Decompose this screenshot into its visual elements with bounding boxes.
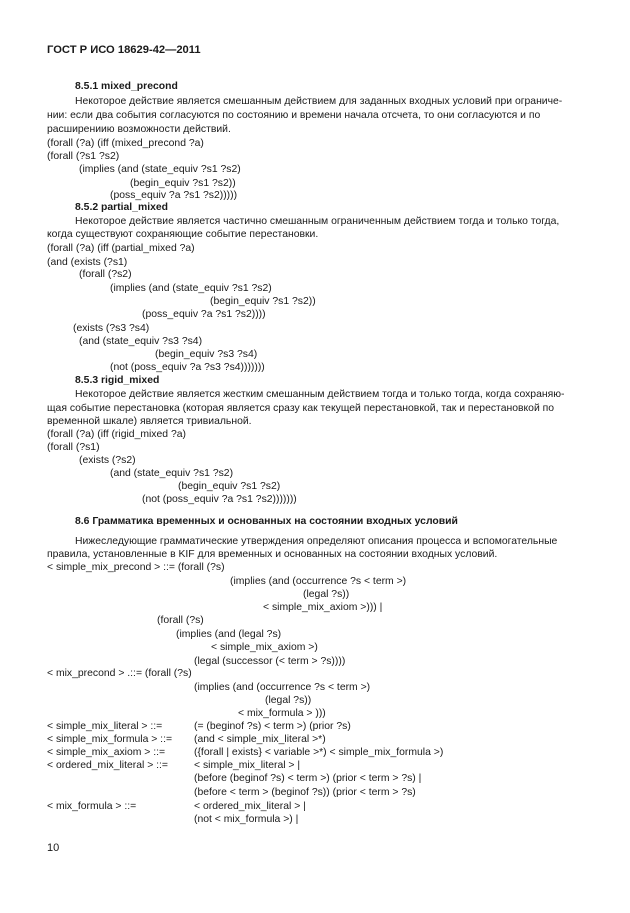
code-line: (not (poss_equiv ?a ?s3 ?s4))))))) — [110, 362, 265, 373]
code-line: (begin_equiv ?s1 ?s2)) — [130, 178, 236, 189]
code-line: (poss_equiv ?a ?s1 ?s2))))) — [110, 190, 238, 201]
grammar-line: (legal ?s)) — [265, 695, 312, 706]
code-line: (forall (?a) (iff (mixed_precond ?a) — [47, 138, 204, 149]
grammar-line: < mix_formula > ))) — [238, 708, 326, 719]
code-line: (and (exists (?s1) — [47, 257, 128, 268]
code-line: (exists (?s2) — [79, 455, 136, 466]
page-number: 10 — [47, 842, 60, 854]
grammar-rule-name: < simple_mix_formula > ::= — [47, 734, 173, 745]
code-line: (forall (?s1) — [47, 442, 100, 453]
section-heading: 8.5.3 rigid_mixed — [75, 375, 160, 386]
code-line: (forall (?s2) — [79, 269, 132, 280]
body-text: временной шкале) является тривиальной. — [47, 416, 252, 427]
section-heading: 8.5.1 mixed_precond — [75, 81, 178, 92]
body-text: расширениию возможности действий. — [47, 124, 231, 135]
body-text: нии: если два события согласуются по состоянию и времени начала отсчета, то они согласуются и по — [47, 110, 541, 121]
section-heading: 8.6 Грамматика временных и основанных на состоянии входных условий — [75, 516, 458, 527]
code-line: (and (state_equiv ?s1 ?s2) — [110, 468, 234, 479]
code-line: (forall (?a) (iff (rigid_mixed ?a) — [47, 429, 186, 440]
grammar-line: < simple_mix_axiom >))) | — [263, 602, 383, 613]
code-line: (begin_equiv ?s3 ?s4) — [155, 349, 258, 360]
grammar-line: < simple_mix_axiom >) — [211, 642, 318, 653]
code-line: (forall (?a) (iff (partial_mixed ?a) — [47, 243, 195, 254]
body-text: щая событие перестановка (которая является сразу как текущей перестановкой, так и перестановкой по — [47, 403, 555, 414]
grammar-rule-body: < ordered_mix_literal > | — [194, 801, 306, 812]
code-line: (exists (?s3 ?s4) — [73, 323, 150, 334]
grammar-rule-body: ({forall | exists} < variable >*) < simple_mix_formula >) — [194, 747, 444, 758]
document-header: ГОСТ Р ИСО 18629-42—2011 — [47, 44, 201, 56]
grammar-rule-name: < simple_mix_axiom > ::= — [47, 747, 166, 758]
body-text: Некоторое действие является смешанным действием для заданных входных условий при ограниче- — [75, 96, 563, 107]
grammar-line: (legal (successor (< term > ?s)))) — [194, 656, 346, 667]
body-text: Некоторое действие является жестким смешанным действием тогда и только тогда, когда сохраняю- — [75, 389, 565, 400]
grammar-rule-name: < mix_formula > ::= — [47, 801, 137, 812]
section-heading: 8.5.2 partial_mixed — [75, 202, 168, 213]
body-text: Некоторое действие является частично смешанным ограниченным действием тогда и только тогда, — [75, 216, 560, 227]
body-text: правила, установленные в KIF для временных и основанных на состоянии входных условий. — [47, 549, 498, 560]
code-line: (implies (and (state_equiv ?s1 ?s2) — [110, 283, 272, 294]
code-line: (forall (?s1 ?s2) — [47, 151, 120, 162]
body-text: когда существуют сохраняющие событие перестановки. — [47, 229, 319, 240]
grammar-rule-name: < ordered_mix_literal > ::= — [47, 760, 168, 771]
grammar-rule-body: (before (beginof ?s) < term >) (prior < term > ?s) | — [194, 773, 422, 784]
grammar-rule-body: < simple_mix_literal > | — [194, 760, 301, 771]
code-line: (begin_equiv ?s1 ?s2)) — [210, 296, 316, 307]
code-line: (poss_equiv ?a ?s1 ?s2)))) — [142, 309, 266, 320]
code-line: (begin_equiv ?s1 ?s2) — [178, 481, 281, 492]
grammar-line: (forall (?s) — [157, 615, 204, 626]
grammar-rule-name: < simple_mix_literal > ::= — [47, 721, 163, 732]
grammar-line: < simple_mix_precond > ::= (forall (?s) — [47, 562, 225, 573]
grammar-line: (implies (and (occurrence ?s < term >) — [194, 682, 371, 693]
grammar-rule-body: (not < mix_formula >) | — [194, 814, 299, 825]
code-line: (not (poss_equiv ?a ?s1 ?s2))))))) — [142, 494, 297, 505]
code-line: (implies (and (state_equiv ?s1 ?s2) — [79, 164, 241, 175]
grammar-line: (implies (and (occurrence ?s < term >) — [230, 576, 407, 587]
grammar-rule-body: (= (beginof ?s) < term >) (prior ?s) — [194, 721, 351, 732]
grammar-line: < mix_precond > .::= (forall (?s) — [47, 668, 192, 679]
grammar-rule-body: (and < simple_mix_literal >*) — [194, 734, 326, 745]
body-text: Нижеследующие грамматические утверждения определяют описания процесса и вспомогательные — [75, 536, 558, 547]
grammar-line: (legal ?s)) — [303, 589, 350, 600]
code-line: (and (state_equiv ?s3 ?s4) — [79, 336, 203, 347]
grammar-line: (implies (and (legal ?s) — [176, 629, 282, 640]
grammar-rule-body: (before < term > (beginof ?s)) (prior < term > ?s) — [194, 787, 416, 798]
